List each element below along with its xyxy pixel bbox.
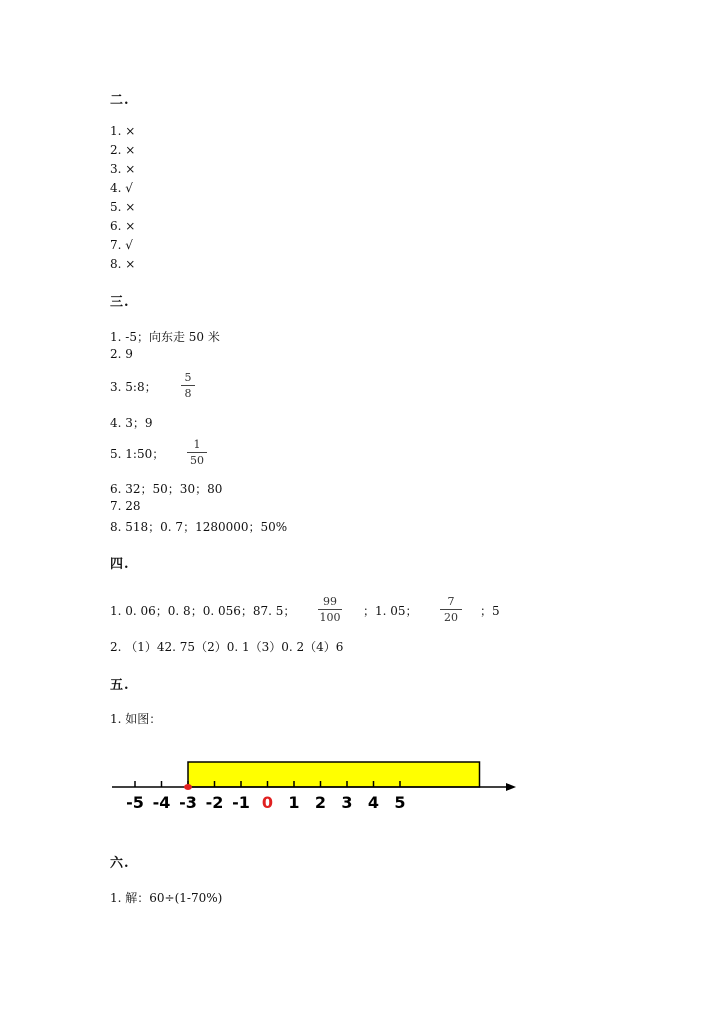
arrow-head-icon <box>506 783 516 791</box>
fraction-numerator: 1 <box>193 438 201 451</box>
tick-label: -5 <box>126 793 144 812</box>
answer-2-7: 7. √ <box>110 238 133 252</box>
answer-3-2: 2. 9 <box>110 347 133 361</box>
answer-6-1: 1. 解：60÷(1-70%) <box>110 891 223 905</box>
answer-2-6: 6. × <box>110 219 136 233</box>
tick-label: 3 <box>341 793 353 812</box>
fraction-denominator: 50 <box>190 454 204 467</box>
answer-3-4: 4. 3；9 <box>110 416 153 430</box>
fraction-denominator: 20 <box>444 611 458 624</box>
start-point-marker <box>184 784 192 790</box>
tick-label: -4 <box>152 793 171 812</box>
fraction-denominator: 100 <box>319 611 341 624</box>
answer-4-1-part-b: ；1. 05； <box>363 604 418 618</box>
answer-3-8: 8. 518；0. 7；1280000；50% <box>110 520 288 534</box>
answer-3-5-text: 5. 1:50； <box>110 447 165 461</box>
section-5-heading: 五. <box>110 678 130 693</box>
answer-4-1-part-a: 1. 0. 06；0. 8；0. 056；87. 5； <box>110 604 296 618</box>
answer-3-1: 1. -5；向东走 50 米 <box>110 330 220 344</box>
tick-label: 2 <box>314 793 327 812</box>
tick-label: 5 <box>394 793 406 812</box>
tick-label: 0 <box>261 793 274 812</box>
answer-2-8: 8. × <box>110 257 136 271</box>
tick-labels <box>126 793 405 812</box>
tick-label: -2 <box>205 793 224 812</box>
tick-label: 4 <box>367 793 380 812</box>
answer-2-2: 2. × <box>110 143 136 157</box>
section-3-heading: 三. <box>110 295 130 310</box>
answer-3-6: 6. 32；50；30；80 <box>110 482 223 496</box>
answer-4-1-part-c: ；5 <box>480 604 500 618</box>
section-6-heading: 六. <box>110 856 130 871</box>
section-2-heading: 二. <box>110 93 130 108</box>
answer-3-3-text: 3. 5:8； <box>110 380 157 394</box>
tick-label: 1 <box>288 793 300 812</box>
section-4-heading: 四. <box>110 557 130 572</box>
answer-3-7: 7. 28 <box>110 499 141 513</box>
answer-5-1: 1. 如图： <box>110 712 162 726</box>
answer-4-2: 2. （1）42. 75（2）0. 1（3）0. 2（4）6 <box>110 640 344 654</box>
tick-label: -3 <box>179 793 197 812</box>
answer-2-5: 5. × <box>110 200 136 214</box>
highlight-range-rect <box>188 762 480 787</box>
fraction-numerator: 7 <box>447 595 455 608</box>
answer-2-4: 4. √ <box>110 181 133 195</box>
answer-2-3: 3. × <box>110 162 136 176</box>
fraction-numerator: 99 <box>323 595 337 608</box>
fraction-numerator: 5 <box>184 371 192 384</box>
fraction-denominator: 8 <box>184 387 192 400</box>
answer-2-1: 1. × <box>110 124 136 138</box>
tick-label: -1 <box>232 793 250 812</box>
